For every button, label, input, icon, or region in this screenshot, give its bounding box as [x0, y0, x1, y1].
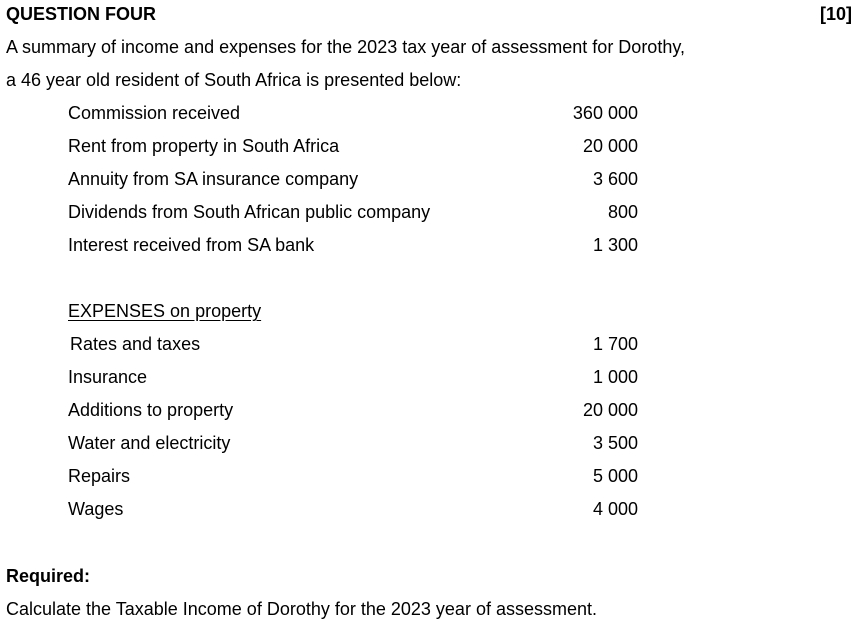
expense-label-insurance: Insurance	[68, 367, 148, 387]
expense-label-water: Water and electricity	[68, 433, 231, 453]
required-text: Calculate the Taxable Income of Dorothy for the 2023 year of assessment.	[6, 599, 597, 619]
intro-line-1: A summary of income and expenses for the 2023 tax year of assessment for Dorothy,	[6, 37, 685, 57]
question-marks: [10]	[819, 4, 852, 24]
income-amount-interest: 1 300	[592, 235, 638, 255]
expense-amount-rates: 1 700	[592, 334, 638, 354]
required-heading: Required:	[6, 566, 91, 586]
expense-amount-insurance: 1 000	[592, 367, 638, 387]
expense-amount-water: 3 500	[592, 433, 638, 453]
expense-label-rates: Rates and taxes	[70, 334, 201, 354]
income-label-annuity: Annuity from SA insurance company	[68, 169, 359, 189]
expense-amount-repairs: 5 000	[592, 466, 638, 486]
income-amount-rent: 20 000	[582, 136, 638, 156]
expense-amount-additions: 20 000	[582, 400, 638, 420]
expense-label-wages: Wages	[68, 499, 124, 519]
income-label-rent: Rent from property in South Africa	[68, 136, 340, 156]
income-label-interest: Interest received from SA bank	[68, 235, 315, 255]
income-amount-dividends: 800	[607, 202, 638, 222]
intro-line-2: a 46 year old resident of South Africa is presented below:	[6, 70, 462, 90]
expense-label-repairs: Repairs	[68, 466, 131, 486]
income-amount-annuity: 3 600	[592, 169, 638, 189]
expenses-heading: EXPENSES on property	[68, 301, 262, 321]
expense-label-additions: Additions to property	[68, 400, 234, 420]
question-title: QUESTION FOUR	[6, 4, 157, 24]
income-amount-commission: 360 000	[572, 103, 638, 123]
income-label-commission: Commission received	[68, 103, 241, 123]
expense-amount-wages: 4 000	[592, 499, 638, 519]
income-label-dividends: Dividends from South African public company	[68, 202, 431, 222]
